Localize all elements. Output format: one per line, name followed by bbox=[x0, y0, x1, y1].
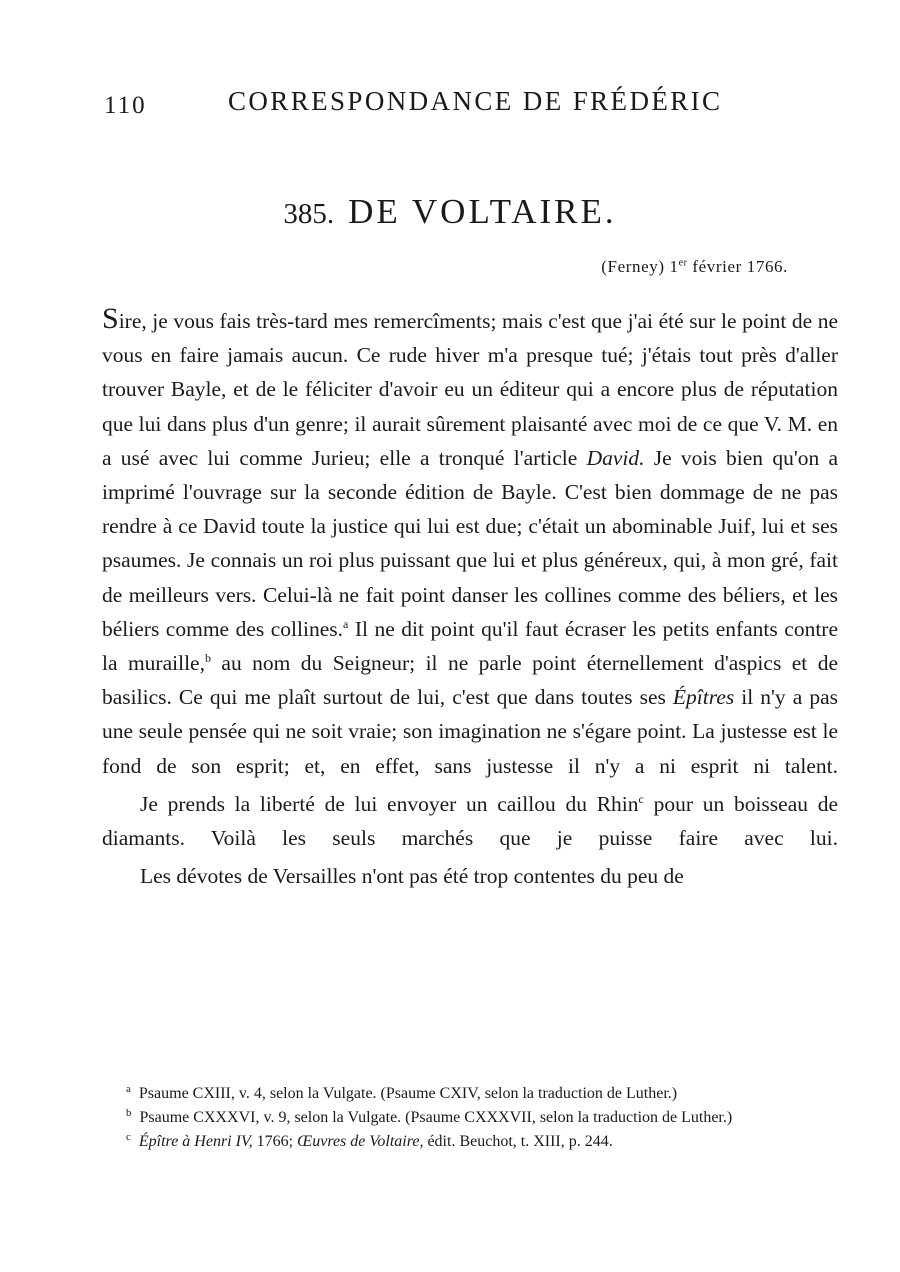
dateline bbox=[601, 257, 788, 277]
text-run: Je vois bien qu'on a imprimé l'ouvrage sur la seconde édition de Bayle. C'est bien dommage de ne pas rendre à ce David toute la justice qui lui est due; c'était un abominable Juif, lui et ses psaumes. Je connais un roi plus puissant que lui et plus généreux, qui, à mon gré, fait de meilleurs vers. Celui-là ne fait point danser les collines comme des béliers, et les béliers comme des collines. bbox=[102, 445, 839, 641]
letter-heading: DE VOLTAIRE. bbox=[348, 192, 617, 231]
italic-run: Épîtres bbox=[672, 685, 735, 710]
footnote-mark: a bbox=[126, 1082, 131, 1095]
footnote-ref-a: a bbox=[343, 616, 349, 631]
footnote-text: édit. Beuchot, t. XIII, p. 244. bbox=[423, 1133, 613, 1150]
text-run: ire, je vous fais très-tard mes remercîments; mais c'est que j'ai été sur le point de ne vous en faire jamais aucun. Ce rude hiver m'a presque tué; j'étais tout près d'aller trouver Bayle, et de le féliciter d'avoir eu un éditeur qui a encore plus de réputation que lui dans plus d'un genre; il aurait sûrement plaisanté avec moi de ce que V. M. en a usé avec lui comme Jurieu; elle a tronqué l'article bbox=[102, 309, 838, 470]
footnote-italic: Épître à Henri IV, bbox=[138, 1133, 253, 1150]
page-number: 110 bbox=[104, 92, 147, 119]
footnote-text: Psaume CXIII, v. 4, selon la Vulgate. (Psaume CXIV, selon la traduction de Luther.) bbox=[138, 1085, 678, 1102]
drop-cap: S bbox=[102, 302, 119, 335]
text-run: pour un boisseau de diamants. Voilà les seuls marchés que je puisse faire avec lui. bbox=[102, 791, 839, 851]
footnote-ref-b: b bbox=[204, 650, 211, 665]
footnote-mark: b bbox=[126, 1106, 132, 1119]
dateline-date: février 1766. bbox=[687, 257, 788, 276]
letter-number: 385. bbox=[283, 198, 335, 230]
letter-body bbox=[102, 302, 838, 893]
dateline-ordinal: er bbox=[678, 257, 688, 269]
paragraph-3: Les dévotes de Versailles n'ont pas été trop contentes du peu de bbox=[140, 864, 684, 889]
footnote-text: 1766; bbox=[252, 1133, 298, 1150]
italic-run: David. bbox=[586, 445, 645, 470]
text-run: au nom du Seigneur; il ne parle point éternellement d'aspics et de basilics. Ce qui me plaît surtout de lui, c'est que dans toutes ses bbox=[102, 651, 838, 710]
paragraph-1 bbox=[102, 302, 838, 783]
text-run: il n'y a pas une seule pensée qui ne soit vraie; son imagination ne s'égare point. La justesse est le fond de son esprit; et, en effet, sans justesse il n'y a ni esprit ni talent. bbox=[102, 685, 838, 778]
footnote-text: Psaume CXXXVI, v. 9, selon la Vulgate. (Psaume CXXXVII, selon la traduction de Luther.) bbox=[139, 1109, 733, 1126]
footnote-ref-c: c bbox=[638, 791, 644, 806]
page-header bbox=[104, 86, 796, 126]
footnote-c bbox=[104, 1130, 838, 1153]
footnote-italic: Œuvres de Voltaire, bbox=[297, 1133, 424, 1150]
footnote-a bbox=[104, 1082, 838, 1105]
paragraph-2 bbox=[102, 787, 838, 855]
text-run: Il ne dit point qu'il faut écraser les petits enfants contre la muraille, bbox=[102, 616, 838, 676]
running-head: CORRESPONDANCE DE FRÉDÉRIC bbox=[228, 86, 723, 116]
dateline-place: (Ferney) 1 bbox=[601, 257, 679, 276]
text-run: Je prends la liberté de lui envoyer un caillou du Rhin bbox=[140, 791, 639, 816]
letter-title bbox=[0, 192, 900, 232]
footnote-mark: c bbox=[126, 1130, 131, 1143]
footnote-b bbox=[104, 1106, 838, 1129]
footnotes bbox=[104, 1082, 838, 1154]
